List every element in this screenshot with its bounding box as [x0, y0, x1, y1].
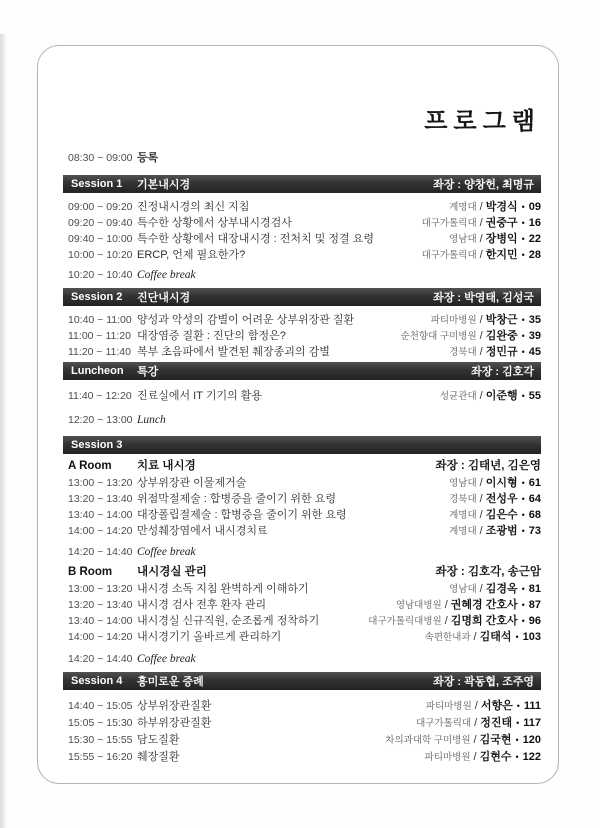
- speaker-info: [449, 523, 541, 540]
- speaker-info: [431, 312, 541, 329]
- separator-slash: /: [479, 346, 483, 358]
- time-range: 11:40 ~ 12:20: [68, 390, 132, 402]
- session-label: Session 1: [71, 178, 123, 190]
- speaker-info: [449, 581, 541, 598]
- separator-bullet: •: [521, 315, 525, 325]
- time-range: 08:30 ~ 09:00: [68, 152, 133, 164]
- speaker-info: [449, 199, 541, 216]
- page-number: 103: [522, 631, 541, 643]
- speaker-name: 이준행: [485, 390, 518, 402]
- speaker-name: 김경옥: [485, 583, 518, 595]
- speaker-name: 정민규: [485, 346, 518, 358]
- talk-title: 특수한 상황에서 대장내시경 : 전처치 및 정결 요령: [137, 233, 374, 245]
- talk-title: 위점막절제술 : 합병증을 줄이기 위한 요령: [137, 493, 336, 505]
- page-number: 28: [528, 249, 541, 261]
- speaker-affiliation: 파티마병원: [424, 752, 471, 763]
- time-range: 14:20 ~ 14:40: [68, 653, 133, 665]
- separator-slash: /: [479, 217, 483, 229]
- scan-edge-shadow: [0, 34, 7, 828]
- speaker-name: 박창근: [485, 314, 518, 326]
- schedule-row: [63, 199, 541, 215]
- talk-title: 진정내시경의 최신 지침: [137, 201, 250, 213]
- time-range: 09:00 ~ 09:20: [68, 201, 133, 213]
- talk-title: ERCP, 언제 필요한가?: [137, 249, 246, 261]
- separator-bullet: •: [521, 250, 525, 260]
- time-range: 14:00 ~ 14:20: [68, 525, 133, 537]
- separator-bullet: •: [515, 752, 519, 762]
- schedule-row: [63, 328, 541, 344]
- separator-bullet: •: [521, 331, 525, 341]
- registration-row: [63, 150, 541, 166]
- speaker-affiliation: 계명대: [449, 202, 477, 213]
- speaker-info: [416, 715, 541, 732]
- session-label: Session 4: [71, 675, 123, 687]
- time-range: 13:00 ~ 13:20: [68, 583, 133, 595]
- separator-slash: /: [474, 700, 478, 712]
- page-number: 87: [528, 599, 541, 611]
- schedule-row: [63, 247, 541, 263]
- session-title: 흥미로운 증례: [137, 676, 204, 688]
- room-name: B Room: [68, 566, 113, 578]
- session-label: Session 3: [71, 439, 123, 451]
- separator-bullet: •: [521, 526, 525, 536]
- registration-label: 등록: [137, 152, 159, 164]
- time-range: 10:40 ~ 11:00: [68, 314, 132, 326]
- time-range: 09:20 ~ 09:40: [68, 217, 133, 229]
- separator-bullet: •: [521, 347, 525, 357]
- separator-slash: /: [479, 390, 483, 402]
- speaker-info: [426, 698, 541, 715]
- coffee-break-row: [63, 651, 541, 667]
- time-range: 13:20 ~ 13:40: [68, 493, 133, 505]
- talk-title: 상부위장관 이물제거술: [137, 477, 247, 489]
- session-title: 기본내시경: [137, 179, 191, 191]
- speaker-info: [396, 597, 541, 614]
- separator-slash: /: [473, 631, 477, 643]
- talk-title: 대장염증 질환 : 진단의 함정은?: [137, 330, 286, 342]
- session-chairs: 좌장 : 곽동협, 조주영: [433, 676, 534, 688]
- talk-title: 내시경기기 올바르게 관리하기: [137, 631, 282, 643]
- session-chairs: 좌장 : 박영태, 김성국: [433, 292, 534, 304]
- speaker-info: [449, 491, 541, 508]
- break-label: Lunch: [137, 414, 166, 426]
- speaker-info: [385, 732, 541, 749]
- separator-slash: /: [479, 493, 483, 505]
- speaker-name: 권중구: [485, 217, 518, 229]
- talk-title: 만성췌장염에서 내시경치료: [137, 525, 268, 537]
- talk-title: 진료실에서 IT 기기의 활용: [137, 390, 263, 402]
- speaker-affiliation: 영남대: [449, 584, 477, 595]
- session-title: 진단내시경: [137, 292, 191, 304]
- speaker-name: 김명희 간호사: [450, 615, 518, 627]
- luncheon-header-bar: [63, 362, 541, 380]
- speaker-info: [422, 247, 541, 264]
- schedule-row: [63, 749, 541, 766]
- separator-bullet: •: [515, 735, 519, 745]
- talk-title: 상부위장관질환: [137, 700, 212, 712]
- coffee-break-row: [63, 544, 541, 560]
- speaker-name: 전성우: [485, 493, 518, 505]
- separator-slash: /: [473, 734, 477, 746]
- page-number: 73: [528, 525, 541, 537]
- speaker-affiliation: 대구가톨릭대병원: [368, 616, 442, 627]
- speaker-name: 조광범: [485, 525, 518, 537]
- time-range: 11:20 ~ 11:40: [68, 346, 131, 358]
- page-number: 39: [528, 330, 541, 342]
- separator-bullet: •: [521, 494, 525, 504]
- page-title: 프로그램: [424, 108, 541, 135]
- speaker-name: 정진태: [480, 717, 513, 729]
- speaker-affiliation: 영남대: [449, 478, 477, 489]
- schedule-row: [63, 698, 541, 715]
- speaker-affiliation: 영남대: [449, 234, 477, 245]
- room-session-title: 내시경실 관리: [137, 566, 207, 578]
- separator-slash: /: [479, 509, 483, 521]
- schedule-row: [63, 507, 541, 523]
- speaker-affiliation: 경북대: [449, 347, 477, 358]
- talk-title: 양성과 악성의 감별이 어려운 상부위장관 질환: [137, 314, 355, 326]
- break-label: Coffee break: [137, 269, 196, 281]
- speaker-affiliation: 계명대: [449, 510, 477, 521]
- session1-header-bar: [63, 175, 541, 193]
- separator-bullet: •: [521, 391, 525, 401]
- time-range: 10:00 ~ 10:20: [68, 249, 133, 261]
- speaker-info: [401, 328, 541, 345]
- separator-slash: /: [479, 233, 483, 245]
- speaker-name: 이시형: [485, 477, 518, 489]
- separator-bullet: •: [515, 632, 519, 642]
- schedule-row: [63, 491, 541, 507]
- speaker-name: 김현수: [479, 751, 512, 763]
- talk-title: 췌장질환: [137, 751, 180, 763]
- time-range: 15:05 ~ 15:30: [68, 717, 133, 729]
- time-range: 09:40 ~ 10:00: [68, 233, 133, 245]
- coffee-break-row: [63, 267, 541, 283]
- time-range: 14:40 ~ 15:05: [68, 700, 133, 712]
- speaker-affiliation: 성균관대: [439, 391, 477, 402]
- speaker-name: 김완중: [485, 330, 518, 342]
- speaker-info: [422, 215, 541, 232]
- page-number: 22: [528, 233, 541, 245]
- schedule-row: [63, 312, 541, 328]
- talk-title: 특수한 상황에서 상부내시경검사: [137, 217, 292, 229]
- talk-title: 담도질환: [137, 734, 180, 746]
- schedule-row: [63, 523, 541, 539]
- separator-slash: /: [444, 615, 448, 627]
- speaker-info: [449, 231, 541, 248]
- time-range: 11:00 ~ 11:20: [68, 330, 131, 342]
- separator-bullet: •: [521, 600, 525, 610]
- speaker-info: [440, 388, 541, 405]
- speaker-affiliation: 대구가톨릭대: [421, 250, 477, 261]
- separator-slash: /: [479, 583, 483, 595]
- speaker-affiliation: 경북대: [449, 494, 477, 505]
- talk-title: 대장폴립절제술 : 합병증을 줄이기 위한 요령: [137, 509, 347, 521]
- time-range: 13:40 ~ 14:00: [68, 509, 133, 521]
- talk-title: 내시경 검사 전후 환자 관리: [137, 599, 267, 611]
- speaker-name: 장병익: [485, 233, 518, 245]
- break-label: Coffee break: [137, 546, 196, 558]
- separator-bullet: •: [521, 202, 525, 212]
- session-chairs: 좌장 : 양창헌, 최명규: [433, 179, 534, 191]
- speaker-info: [449, 475, 541, 492]
- speaker-name: 한지민: [485, 249, 518, 261]
- speaker-affiliation: 차의과대학 구미병원: [385, 735, 471, 746]
- speaker-affiliation: 대구가톨릭대: [421, 218, 477, 229]
- page-number: 35: [528, 314, 541, 326]
- session-label: Session 2: [71, 291, 123, 303]
- page-number: 45: [528, 346, 541, 358]
- speaker-info: [425, 629, 541, 646]
- speaker-name: 권혜경 간호사: [450, 599, 518, 611]
- time-range: 14:00 ~ 14:20: [68, 631, 133, 643]
- speaker-affiliation: 파티마병원: [430, 315, 477, 326]
- schedule-row: [63, 732, 541, 749]
- separator-slash: /: [473, 751, 477, 763]
- schedule-row: [63, 231, 541, 247]
- schedule-row: [63, 344, 541, 360]
- page-number: 122: [522, 751, 541, 763]
- separator-bullet: •: [521, 478, 525, 488]
- speaker-info: [368, 613, 541, 630]
- room-session-chairs: 좌장 : 김호각, 송근암: [435, 566, 541, 578]
- page-number: 09: [528, 201, 541, 213]
- separator-slash: /: [479, 525, 483, 537]
- room-name: A Room: [68, 460, 112, 472]
- page-number: 120: [522, 734, 541, 746]
- schedule-row: [63, 613, 541, 629]
- speaker-affiliation: 속편한내과: [424, 632, 471, 643]
- session2-header-bar: [63, 288, 541, 306]
- page-number: 117: [523, 717, 541, 729]
- speaker-affiliation: 대구가톨릭대: [416, 718, 472, 729]
- separator-slash: /: [479, 477, 483, 489]
- lunch-break-row: [63, 412, 541, 428]
- separator-bullet: •: [521, 510, 525, 520]
- page-number: 64: [528, 493, 541, 505]
- separator-bullet: •: [521, 616, 525, 626]
- separator-bullet: •: [521, 218, 525, 228]
- schedule-row: [63, 581, 541, 597]
- break-label: Coffee break: [137, 653, 196, 665]
- session-title: 특강: [137, 366, 159, 378]
- talk-title: 하부위장관질환: [137, 717, 212, 729]
- separator-slash: /: [444, 599, 448, 611]
- page-number: 68: [528, 509, 541, 521]
- speaker-info: [449, 507, 541, 524]
- page-number: 81: [528, 583, 541, 595]
- session-label: Luncheon: [71, 365, 124, 377]
- time-range: 13:40 ~ 14:00: [68, 615, 133, 627]
- page-number: 61: [528, 477, 541, 489]
- schedule-row: [63, 715, 541, 732]
- time-range: 15:55 ~ 16:20: [68, 751, 133, 763]
- separator-bullet: •: [521, 584, 525, 594]
- program-schedule: [63, 150, 541, 766]
- room-session-chairs: 좌장 : 김태년, 김은영: [435, 460, 541, 472]
- room-session-title: 치료 내시경: [137, 460, 196, 472]
- separator-slash: /: [479, 201, 483, 213]
- talk-title: 내시경실 신규직원, 순조롭게 정착하기: [137, 615, 320, 627]
- time-range: 13:00 ~ 13:20: [68, 477, 133, 489]
- separator-slash: /: [479, 314, 483, 326]
- separator-slash: /: [479, 249, 483, 261]
- schedule-row: [63, 215, 541, 231]
- speaker-info: [449, 344, 541, 361]
- page-number: 16: [528, 217, 541, 229]
- schedule-row: [63, 475, 541, 491]
- talk-title: 내시경 소독 지침 완벽하게 이해하기: [137, 583, 309, 595]
- session3-header-bar: [63, 436, 541, 454]
- room-a-header: [63, 458, 541, 475]
- page-number: 111: [523, 700, 541, 712]
- speaker-affiliation: 영남대병원: [395, 600, 442, 611]
- session-chairs: 좌장 : 김호각: [471, 366, 534, 378]
- speaker-info: [425, 749, 541, 766]
- speaker-name: 서향은: [480, 700, 513, 712]
- speaker-name: 김은수: [485, 509, 518, 521]
- page-number: 55: [528, 390, 541, 402]
- time-range: 15:30 ~ 15:55: [68, 734, 133, 746]
- separator-bullet: •: [521, 234, 525, 244]
- schedule-row: [63, 597, 541, 613]
- time-range: 14:20 ~ 14:40: [68, 546, 133, 558]
- speaker-affiliation: 파티마병원: [425, 701, 472, 712]
- separator-slash: /: [479, 330, 483, 342]
- separator-slash: /: [474, 717, 478, 729]
- room-b-header: [63, 564, 541, 581]
- talk-title: 복부 초음파에서 발견된 췌장종괴의 감별: [137, 346, 330, 358]
- time-range: 10:20 ~ 10:40: [68, 269, 133, 281]
- separator-bullet: •: [516, 701, 520, 711]
- speaker-name: 김태석: [479, 631, 512, 643]
- schedule-row: [63, 629, 541, 645]
- speaker-name: 박경식: [485, 201, 518, 213]
- time-range: 12:20 ~ 13:00: [68, 414, 133, 426]
- time-range: 13:20 ~ 13:40: [68, 599, 133, 611]
- session4-header-bar: [63, 672, 541, 690]
- speaker-affiliation: 계명대: [449, 526, 477, 537]
- speaker-affiliation: 순천향대 구미병원: [400, 331, 477, 342]
- speaker-name: 김국현: [479, 734, 512, 746]
- separator-bullet: •: [516, 718, 520, 728]
- schedule-row: [63, 388, 541, 404]
- page-number: 96: [528, 615, 541, 627]
